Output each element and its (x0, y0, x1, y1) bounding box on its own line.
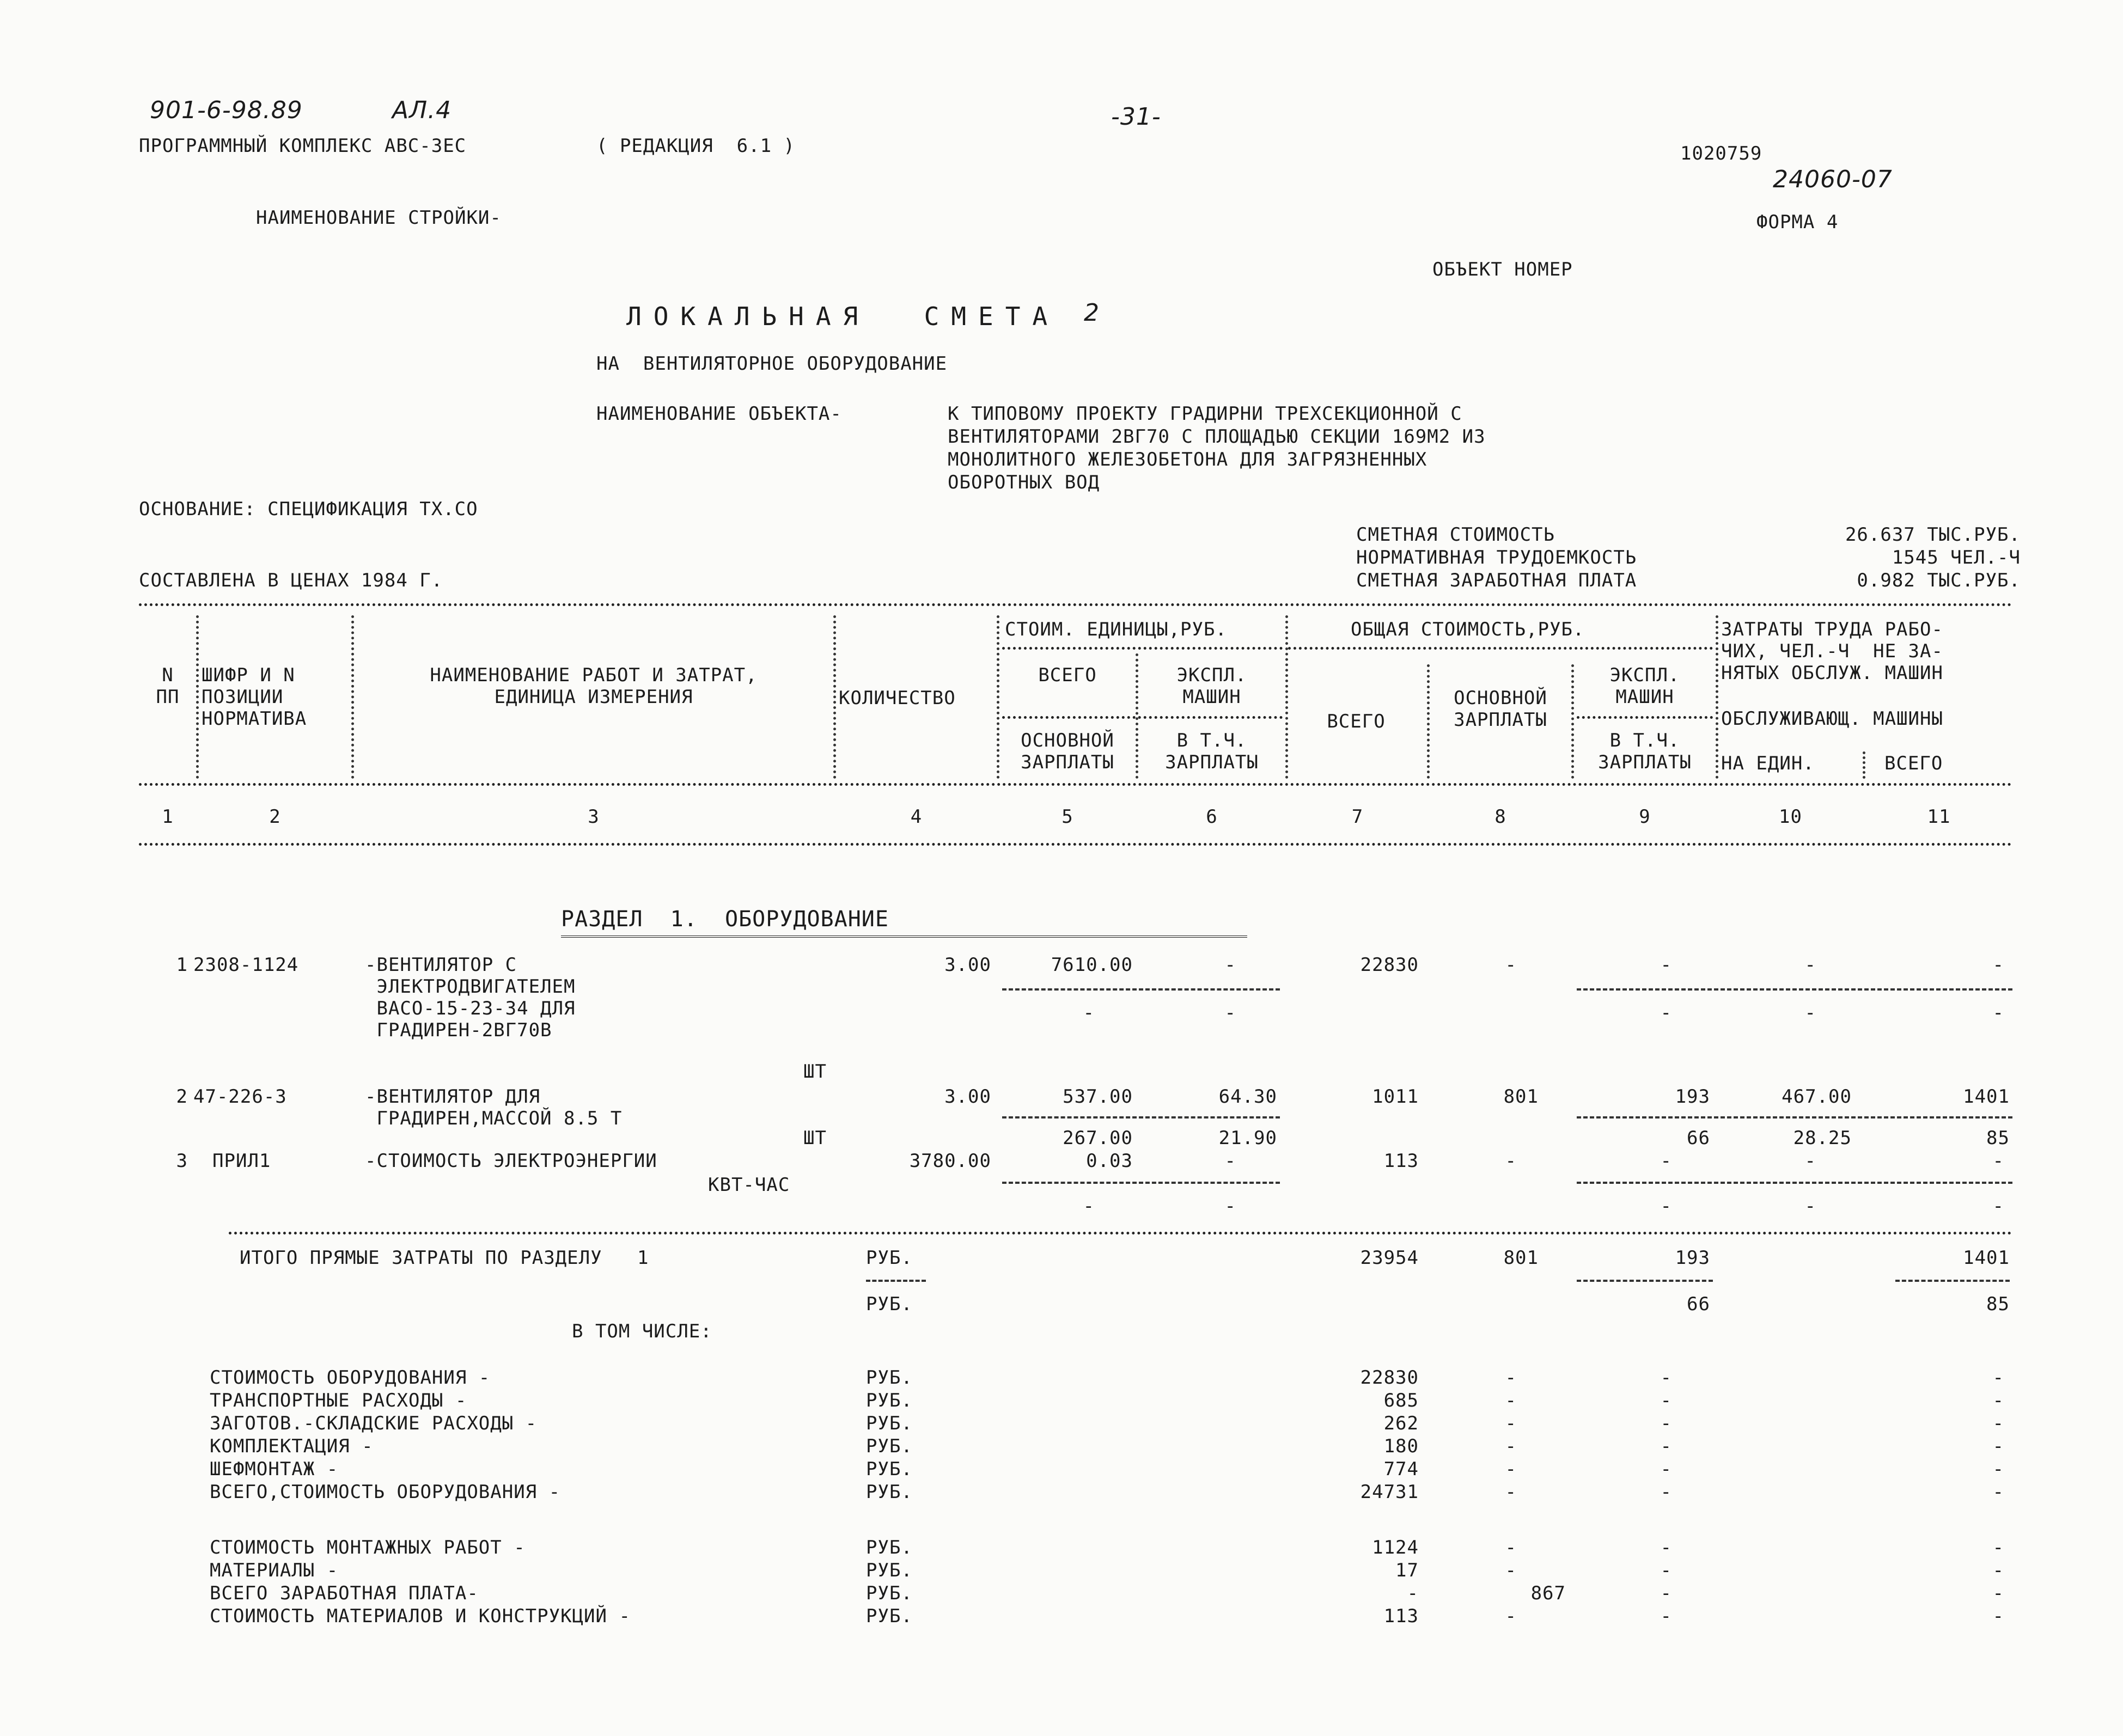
row-1-unit-total: 7610.00 (1051, 954, 1133, 976)
row-2-machine-wage: 66 (1687, 1127, 1710, 1149)
column-divider (1285, 615, 1288, 779)
table-top-rule (139, 603, 2012, 606)
header-col-10: НА ЕДИН. (1721, 753, 1815, 774)
construction-name-label: НАИМЕНОВАНИЕ СТРОЙКИ- (256, 207, 502, 229)
breakdown-label: ТРАНСПОРТНЫЕ РАСХОДЫ - (210, 1390, 467, 1411)
breakdown-unit: РУБ. (866, 1435, 913, 1457)
breakdown-total: 1124 (1372, 1537, 1419, 1558)
breakdown-unit: РУБ. (866, 1605, 913, 1627)
row-2-labor-total-service: 85 (1986, 1127, 2010, 1149)
breakdown-unit: РУБ. (866, 1560, 913, 1581)
row-3-unit: КВТ-ЧАС (708, 1174, 790, 1196)
direct-costs-label: ИТОГО ПРЯМЫЕ ЗАТРАТЫ ПО РАЗДЕЛУ 1 (240, 1247, 649, 1269)
header-col-6b: В Т.Ч. ЗАРПЛАТЫ (1165, 730, 1259, 773)
row-1-subrule-right (1577, 988, 2012, 991)
column-number: 6 (1206, 806, 1218, 828)
breakdown-labor: - (1992, 1605, 2004, 1627)
column-divider (1716, 615, 1718, 779)
row-2-labor-total: 1401 (1963, 1086, 2010, 1108)
column-number: 7 (1351, 806, 1364, 828)
header-sub-rule (1002, 647, 1283, 650)
header-sub-rule (1002, 716, 1283, 719)
breakdown-label: СТОИМОСТЬ ОБОРУДОВАНИЯ - (210, 1367, 491, 1389)
row-3-labor-total: - (1992, 1150, 2004, 1172)
breakdown-labor: - (1992, 1458, 2004, 1480)
breakdown-machines: - (1660, 1413, 1672, 1434)
estimate-subject: НА ВЕНТИЛЯТОРНОЕ ОБОРУДОВАНИЕ (596, 353, 948, 375)
row-2-labor-unit-service: 28.25 (1793, 1127, 1852, 1149)
header-col-9b: В Т.Ч. ЗАРПЛАТЫ (1598, 730, 1692, 773)
column-number: 2 (269, 806, 281, 828)
row-1-unit-machines: - (1224, 954, 1236, 976)
summary-label-cost: СМЕТНАЯ СТОИМОСТЬ (1356, 524, 1555, 546)
direct-costs-unit: РУБ. (866, 1247, 913, 1269)
row-1-number: 1 (176, 954, 188, 976)
object-name-line-1: К ТИПОВОМУ ПРОЕКТУ ГРАДИРНИ ТРЕХСЕКЦИОННОЙ С (948, 403, 1462, 425)
breakdown-labor: - (1992, 1413, 2004, 1434)
breakdown-labor: - (1992, 1390, 2004, 1411)
breakdown-label: ВСЕГО ЗАРАБОТНАЯ ПЛАТА- (210, 1582, 479, 1604)
column-divider (833, 615, 836, 779)
header-col-8: ОСНОВНОЙ ЗАРПЛАТЫ (1454, 687, 1547, 731)
breakdown-total: 180 (1383, 1435, 1419, 1457)
breakdown-machines: - (1660, 1605, 1672, 1627)
breakdown-labor: - (1992, 1481, 2004, 1503)
column-number: 8 (1494, 806, 1506, 828)
object-name-line-4: ОБОРОТНЫХ ВОД (948, 472, 1100, 493)
column-number: 11 (1927, 806, 1951, 828)
row-3-subrule-right (1577, 1182, 2012, 1184)
header-col-5b: ОСНОВНОЙ ЗАРПЛАТЫ (1021, 730, 1114, 773)
row-2-code: 47-226-3 (193, 1086, 287, 1108)
row-1-code: 2308-1124 (193, 954, 299, 976)
row-2-subrule (1002, 1116, 1280, 1118)
row-3-labor-unit-service: - (1804, 1195, 1816, 1217)
breakdown-wage: - (1505, 1537, 1517, 1558)
breakdown-wage: - (1505, 1605, 1517, 1627)
breakdown-machines: - (1660, 1390, 1672, 1411)
breakdown-label: ВСЕГО,СТОИМОСТЬ ОБОРУДОВАНИЯ - (210, 1481, 561, 1503)
breakdown-wage: - (1505, 1367, 1517, 1389)
breakdown-machines: - (1660, 1481, 1672, 1503)
breakdown-wage: - (1505, 1458, 1517, 1480)
program-name: ПРОГРАММНЫЙ КОМПЛЕКС АВС-3ЕС (139, 135, 467, 157)
object-name-line-2: ВЕНТИЛЯТОРАМИ 2ВГ70 С ПЛОЩАДЬЮ СЕКЦИИ 169М2 ИЗ (948, 426, 1486, 448)
row-1-total: 22830 (1360, 954, 1419, 976)
row-1-name: -ВЕНТИЛЯТОР С ЭЛЕКТРОДВИГАТЕЛЕМ ВАСО-15-23-34 ДЛЯ ГРАДИРЕН-2ВГ70В (365, 954, 576, 1041)
column-number: 4 (910, 806, 923, 828)
column-divider (997, 615, 999, 779)
breakdown-machines: - (1660, 1367, 1672, 1389)
breakdown-wage: - (1505, 1435, 1517, 1457)
row-2-unit: ШТ (803, 1127, 827, 1149)
breakdown-label: ЗАГОТОВ.-СКЛАДСКИЕ РАСХОДЫ - (210, 1413, 538, 1434)
breakdown-machines: - (1660, 1560, 1672, 1581)
direct-costs-total: 23954 (1360, 1247, 1419, 1269)
estimate-basis: ОСНОВАНИЕ: СПЕЦИФИКАЦИЯ ТХ.СО (139, 498, 478, 520)
column-number: 1 (162, 806, 174, 828)
row-3-subrule (1002, 1182, 1280, 1184)
handwritten-registration-number: 24060-07 (1773, 166, 1893, 193)
breakdown-wage: - (1505, 1390, 1517, 1411)
breakdown-label: МАТЕРИАЛЫ - (210, 1560, 339, 1581)
header-unit-cost: СТОИМ. ЕДИНИЦЫ,РУБ. (1005, 619, 1227, 640)
summary-value-labor: 1545 ЧЕЛ.-Ч (1892, 547, 2021, 569)
summary-label-labor: НОРМАТИВНАЯ ТРУДОЕМКОСТЬ (1356, 547, 1637, 569)
direct-costs-labor: 1401 (1963, 1247, 2010, 1269)
breakdown-total: 17 (1395, 1560, 1419, 1581)
row-1-subrule (1002, 988, 1280, 991)
summary-value-cost: 26.637 ТЫС.РУБ. (1845, 524, 2021, 546)
header-sub-rule (1288, 647, 1713, 650)
row-3-wage: - (1505, 1150, 1517, 1172)
row-1-machines: - (1660, 954, 1672, 976)
section-underline (561, 936, 1247, 941)
row-3-number: 3 (176, 1150, 188, 1172)
handwritten-page-number: -31- (1111, 103, 1161, 131)
direct-costs-machines: 193 (1675, 1247, 1710, 1269)
breakdown-unit: РУБ. (866, 1413, 913, 1434)
estimate-number: 2 (1084, 299, 1100, 327)
section-title: РАЗДЕЛ 1. ОБОРУДОВАНИЕ (561, 907, 889, 932)
column-number: 9 (1639, 806, 1651, 828)
direct-costs-labor-service: 85 (1986, 1293, 2010, 1315)
row-1-unit-wage: - (1083, 1002, 1095, 1024)
breakdown-labor: - (1992, 1367, 2004, 1389)
row-3-unit-wage: - (1083, 1195, 1095, 1217)
row-3-labor-unit: - (1804, 1150, 1816, 1172)
row-2-labor-unit: 467.00 (1782, 1086, 1852, 1108)
summary-label-wages: СМЕТНАЯ ЗАРАБОТНАЯ ПЛАТА (1356, 570, 1637, 591)
breakdown-unit: РУБ. (866, 1458, 913, 1480)
column-divider (351, 615, 354, 779)
row-2-name: -ВЕНТИЛЯТОР ДЛЯ ГРАДИРЕН,МАССОЙ 8.5 Т (365, 1086, 623, 1129)
row-2-unit-machines: 64.30 (1218, 1086, 1277, 1108)
column-number: 5 (1062, 806, 1073, 828)
breakdown-total: 22830 (1360, 1367, 1419, 1389)
breakdown-unit: РУБ. (866, 1390, 913, 1411)
header-col-3: НАИМЕНОВАНИЕ РАБОТ И ЗАТРАТ, ЕДИНИЦА ИЗМЕРЕНИЯ (430, 664, 758, 708)
row-2-unit-machine-wage: 21.90 (1218, 1127, 1277, 1149)
row-1-labor-total: - (1992, 954, 2004, 976)
row-1-labor-unit-service: - (1804, 1002, 1816, 1024)
breakdown-unit: РУБ. (866, 1582, 913, 1604)
column-number-rule (139, 843, 2012, 846)
column-divider (1863, 751, 1865, 779)
breakdown-wage: - (1505, 1481, 1517, 1503)
breakdown-labor: - (1992, 1435, 2004, 1457)
row-2-wage: 801 (1503, 1086, 1539, 1108)
header-total-cost: ОБЩАЯ СТОИМОСТЬ,РУБ. (1351, 619, 1585, 640)
header-col-11: ВСЕГО (1884, 753, 1943, 774)
totals-top-rule (229, 1232, 2012, 1234)
header-col-6a: ЭКСПЛ. МАШИН (1176, 664, 1247, 708)
object-name-label: НАИМЕНОВАНИЕ ОБЪЕКТА- (596, 403, 842, 425)
header-labor-service: ОБСЛУЖИВАЮЩ. МАШИНЫ (1721, 708, 1943, 730)
header-col-9a: ЭКСПЛ. МАШИН (1609, 664, 1680, 708)
handwritten-sheet-number: АЛ.4 (392, 96, 452, 124)
breakdown-machines: - (1660, 1458, 1672, 1480)
row-1-unit: ШТ (803, 1061, 827, 1083)
unit-subrule (866, 1280, 926, 1282)
row-1-machine-wage: - (1660, 1002, 1672, 1024)
row-2-total: 1011 (1372, 1086, 1419, 1108)
row-2-unit-total: 537.00 (1063, 1086, 1133, 1108)
breakdown-unit: РУБ. (866, 1481, 913, 1503)
breakdown-total: 262 (1383, 1413, 1419, 1434)
breakdown-label: СТОИМОСТЬ МАТЕРИАЛОВ И КОНСТРУКЦИЙ - (210, 1605, 631, 1627)
column-divider (1427, 664, 1430, 779)
breakdown-total: 24731 (1360, 1481, 1419, 1503)
breakdown-total: - (1407, 1582, 1419, 1604)
row-2-unit-wage: 267.00 (1063, 1127, 1133, 1149)
breakdown-label: КОМПЛЕКТАЦИЯ - (210, 1435, 374, 1457)
row-3-machines: - (1660, 1150, 1672, 1172)
breakdown-wage: 867 (1530, 1582, 1566, 1604)
totals-subrule (1895, 1280, 2010, 1282)
header-labor: ЗАТРАТЫ ТРУДА РАБО- ЧИХ, ЧЕЛ.-Ч НЕ ЗА- НЯТЫХ ОБСЛУЖ. МАШИН (1721, 619, 1943, 684)
header-sub-rule (1577, 716, 1713, 719)
row-1-unit-machine-wage: - (1224, 1002, 1236, 1024)
object-number-label: ОБЪЕКТ НОМЕР (1432, 259, 1573, 280)
row-3-unit-machines: - (1224, 1150, 1236, 1172)
object-name-line-3: МОНОЛИТНОГО ЖЕЛЕЗОБЕТОНА ДЛЯ ЗАГРЯЗНЕННЫХ (948, 449, 1427, 470)
summary-value-wages: 0.982 ТЫС.РУБ. (1857, 570, 2021, 591)
breakdown-label: ШЕФМОНТАЖ - (210, 1458, 339, 1480)
header-col-2: ШИФР И N ПОЗИЦИИ НОРМАТИВА (202, 664, 307, 730)
row-2-subrule-right (1577, 1116, 2012, 1118)
row-3-name: -СТОИМОСТЬ ЭЛЕКТРОЭНЕРГИИ (365, 1150, 657, 1172)
breakdown-wage: - (1505, 1560, 1517, 1581)
row-3-labor-total-service: - (1992, 1195, 2004, 1217)
header-bottom-rule (139, 783, 2012, 786)
estimate-title: ЛОКАЛЬНАЯ СМЕТА (626, 302, 1060, 331)
row-1-labor-total-service: - (1992, 1002, 2004, 1024)
document-code: 1020759 (1680, 143, 1762, 164)
direct-costs-unit-2: РУБ. (866, 1293, 913, 1315)
header-col-5a: ВСЕГО (1038, 664, 1097, 686)
row-2-number: 2 (176, 1086, 188, 1108)
row-1-quantity: 3.00 (944, 954, 991, 976)
direct-costs-machine-wage: 66 (1687, 1293, 1710, 1315)
program-edition: ( РЕДАКЦИЯ 6.1 ) (596, 135, 795, 157)
column-number: 3 (588, 806, 600, 828)
header-col-7: ВСЕГО (1327, 711, 1386, 732)
breakdown-total: 774 (1383, 1458, 1419, 1480)
row-3-code: ПРИЛ1 (212, 1150, 271, 1172)
row-1-wage: - (1505, 954, 1517, 976)
row-3-machine-wage: - (1660, 1195, 1672, 1217)
price-base: СОСТАВЛЕНА В ЦЕНАХ 1984 Г. (139, 570, 443, 591)
breakdown-label: СТОИМОСТЬ МОНТАЖНЫХ РАБОТ - (210, 1537, 526, 1558)
row-1-labor-unit: - (1804, 954, 1816, 976)
totals-subrule (1577, 1280, 1713, 1282)
row-3-unit-machine-wage: - (1224, 1195, 1236, 1217)
breakdown-machines: - (1660, 1537, 1672, 1558)
breakdown-unit: РУБ. (866, 1537, 913, 1558)
column-divider (1571, 664, 1574, 779)
header-col-1: N ПП (156, 664, 180, 708)
breakdown-machines: - (1660, 1435, 1672, 1457)
breakdown-labor: - (1992, 1560, 2004, 1581)
direct-costs-wage: 801 (1503, 1247, 1539, 1269)
column-number: 10 (1779, 806, 1802, 828)
row-2-machines: 193 (1675, 1086, 1710, 1108)
breakdown-labor: - (1992, 1537, 2004, 1558)
column-divider (196, 615, 199, 779)
row-2-quantity: 3.00 (944, 1086, 991, 1108)
breakdown-total: 685 (1383, 1390, 1419, 1411)
breakdown-unit: РУБ. (866, 1367, 913, 1389)
breakdown-wage: - (1505, 1413, 1517, 1434)
header-col-4: КОЛИЧЕСТВО (839, 687, 956, 709)
breakdown-total: 113 (1383, 1605, 1419, 1627)
including-label: В ТОМ ЧИСЛЕ: (572, 1321, 712, 1342)
handwritten-document-code: 901-6-98.89 (150, 96, 303, 124)
row-3-quantity: 3780.00 (909, 1150, 991, 1172)
row-3-unit-total: 0.03 (1086, 1150, 1133, 1172)
breakdown-machines: - (1660, 1582, 1672, 1604)
row-3-total: 113 (1383, 1150, 1419, 1172)
breakdown-labor: - (1992, 1582, 2004, 1604)
form-number: ФОРМА 4 (1756, 211, 1839, 233)
